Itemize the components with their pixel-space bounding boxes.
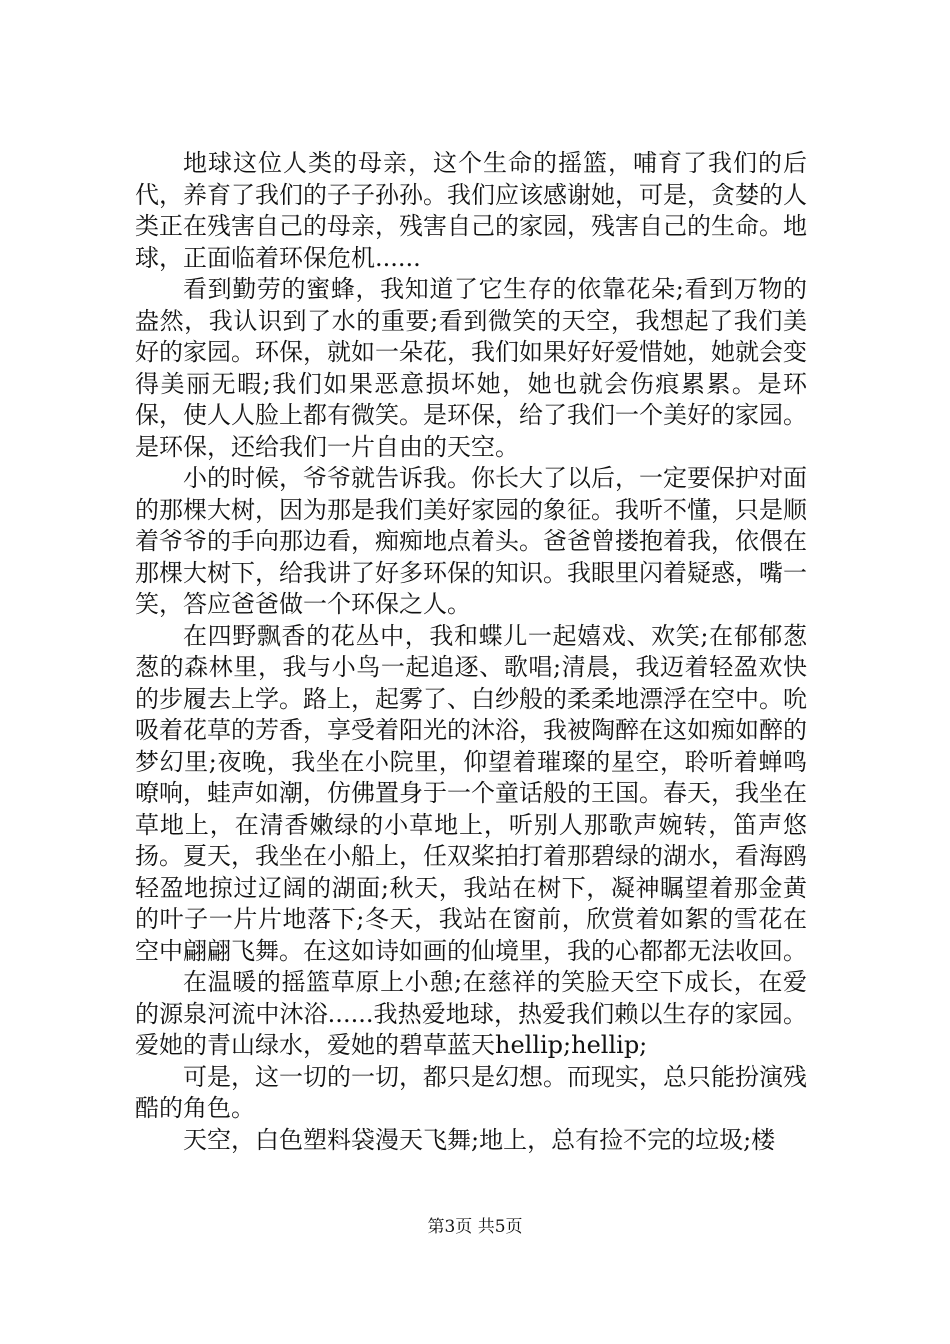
paragraph-6: 可是，这一切的一切，都只是幻想。而现实，总只能扮演残酷的角色。 [135,1062,807,1122]
paragraph-5: 在温暖的摇篮草原上小憩;在慈祥的笑脸天空下成长，在爱的源泉河流中沐浴......我热爱地球，热爱我们赖以生存的家园。爱她的青山绿水，爱她的碧草蓝天hellip;hellip; [135,968,807,1059]
paragraph-4: 在四野飘香的花丛中，我和蝶儿一起嬉戏、欢笑;在郁郁葱葱的森林里，我与小鸟一起追逐、歌唱;清晨，我迈着轻盈欢快的步履去上学。路上，起雾了、白纱般的柔柔地漂浮在空中。吮吸着花草的芳香，享受着阳光的沐浴，我被陶醉在这如痴如醉的梦幻里;夜晚，我坐在小院里，仰望着璀璨的星空，聆听着蝉鸣嘹响，蛙声如潮，仿佛置身于一个童话般的王国。春天，我坐在草地上，在清香嫩绿的小草地上，听别人那歌声婉转，笛声悠扬。夏天，我坐在小船上，任双桨拍打着那碧绿的湖水，看海鸥轻盈地掠过辽阔的湖面;秋天，我站在树下，凝神瞩望着那金黄的叶子一片片地落下;冬天，我站在窗前，欣赏着如絮的雪花在空中翩翩飞舞。在这如诗如画的仙境里，我的心都都无法收回。 [135,621,807,965]
paragraph-7: 天空，白色塑料袋漫天飞舞;地上，总有捡不完的垃圾;楼 [183,1125,776,1154]
paragraph-1: 地球这位人类的母亲，这个生命的摇篮，哺育了我们的后代，养育了我们的子子孙孙。我们应该感谢她，可是，贪婪的人类正在残害自己的母亲，残害自己的家园，残害自己的生命。地球，正面临着环保危机...... [135,149,807,272]
page-footer: 第3页 共5页 [427,1217,523,1237]
document-body [135,148,807,1156]
paragraph-2: 看到勤劳的蜜蜂，我知道了它生存的依靠花朵;看到万物的盎然，我认识到了水的重要;看到微笑的天空，我想起了我们美好的家园。环保，就如一朵花，我们如果好好爱惜她，她就会变得美丽无暇;我们如果恶意损坏她，她也就会伤痕累累。是环保，使人人脸上都有微笑。是环保，给了我们一个美好的家园。是环保，还给我们一片自由的天空。 [135,275,807,461]
paragraph-3: 小的时候，爷爷就告诉我。你长大了以后，一定要保护对面的那棵大树，因为那是我们美好家园的象征。我听不懂，只是顺着爷爷的手向那边看，痴痴地点着头。爸爸曾搂抱着我，依偎在那棵大树下，给我讲了好多环保的知识。我眼里闪着疑惑，嘴一笑，答应爸爸做一个环保之人。 [135,464,807,618]
